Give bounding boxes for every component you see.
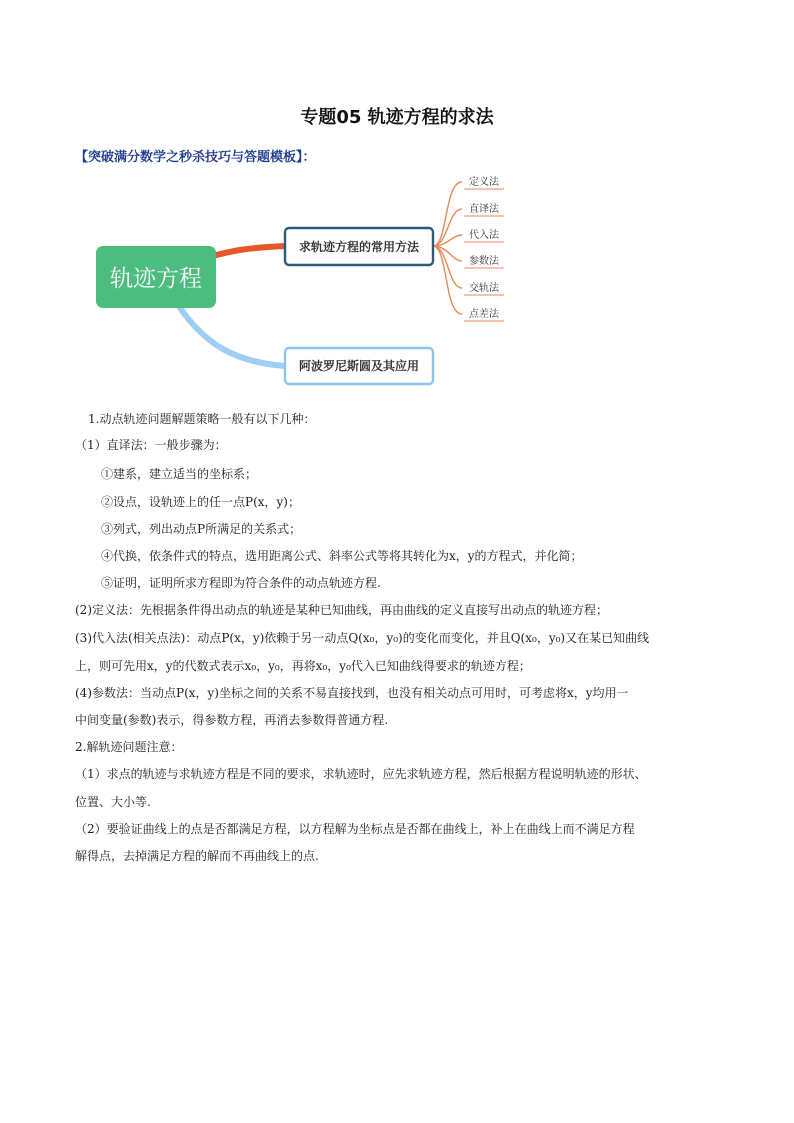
text-line: （2）要验证曲线上的点是否都满足方程，以方程解为坐标点是否都在曲线上，补上在曲线上而不满足方程 — [75, 822, 635, 836]
leaf-links — [433, 182, 462, 314]
leaf-label: 参数法 — [469, 256, 499, 267]
mind-map — [0, 160, 794, 390]
text-line: ④代换，依条件式的特点，选用距离公式、斜率公式等将其转化为x，y的方程式，并化简； — [101, 549, 583, 563]
leaf-label: 点差法 — [469, 309, 499, 320]
branch1-node-label: 求轨迹方程的常用方法 — [298, 240, 420, 254]
section-subtitle: 【突破满分数学之秒杀技巧与答题模板】： — [75, 150, 316, 165]
text-line: (2)定义法：先根据条件得出动点的轨迹是某种已知曲线，再由曲线的定义直接写出动点的轨迹方程； — [75, 603, 609, 617]
page-title: 专题05 轨迹方程的求法 — [300, 107, 494, 128]
leaf-label: 交轨法 — [469, 283, 499, 294]
text-line: 2.解轨迹问题注意： — [75, 740, 183, 754]
text-line: ③列式，列出动点P所满足的关系式； — [101, 522, 302, 536]
text-line: 中间变量(参数)表示，得参数方程，再消去参数得普通方程. — [75, 713, 389, 727]
text-line: ⑤证明，证明所求方程即为符合条件的动点轨迹方程. — [101, 576, 381, 590]
leaf-label: 直译法 — [469, 204, 499, 215]
text-line: （1）求点的轨迹与求轨迹方程是不同的要求，求轨迹时，应先求轨迹方程，然后根据方程说明轨迹的形状、 — [75, 767, 647, 781]
text-line: (4)参数法：当动点P(x，y)坐标之间的关系不易直接找到，也没有相关动点可用时，可考虑将x，y均用一 — [75, 686, 629, 700]
leaf-label: 代入法 — [469, 230, 499, 241]
connector-root-branch2 — [178, 305, 285, 366]
text-line: ①建系，建立适当的坐标系； — [101, 467, 258, 481]
text-line: 解得点，去掉满足方程的解而不再曲线上的点. — [75, 849, 319, 863]
connector-root-branch1 — [205, 246, 285, 258]
text-line: （1）直译法：一般步骤为： — [75, 438, 227, 452]
text-line: (3)代入法(相关点法)：动点P(x，y)依赖于另一动点Q(x₀，y₀)的变化而变化，并且Q(x₀，y₀)又在某已知曲线 — [75, 631, 650, 645]
root-node-label: 轨迹方程 — [110, 266, 202, 292]
text-line: ②设点，设轨迹上的任一点P(x，y)； — [101, 495, 300, 509]
text-line: 位置、大小等. — [75, 795, 151, 809]
text-line: 上，则可先用x，y的代数式表示x₀，y₀，再将x₀，y₀代入已知曲线得要求的轨迹方程； — [75, 659, 531, 673]
branch2-node-label: 阿波罗尼斯圆及其应用 — [298, 359, 420, 373]
text-line: 1.动点轨迹问题解题策略一般有以下几种： — [88, 412, 316, 426]
leaf-label: 定义法 — [469, 177, 499, 188]
